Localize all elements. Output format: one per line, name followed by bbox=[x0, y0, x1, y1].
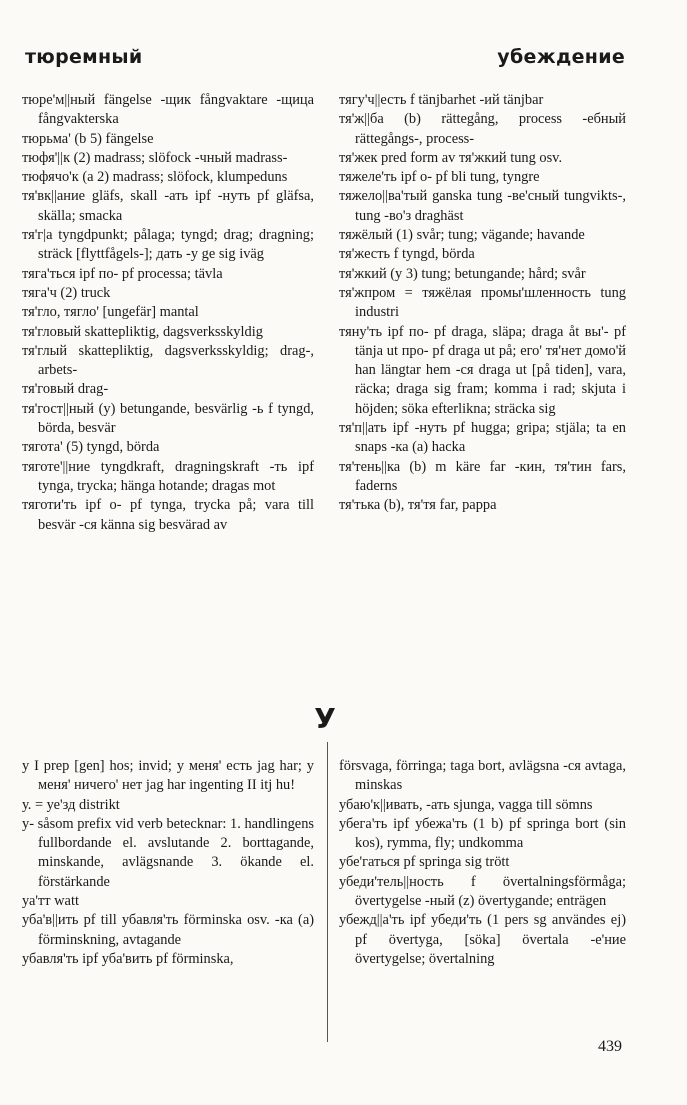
running-head-right: убеждение bbox=[497, 46, 625, 68]
dictionary-entry: тя'глый skattepliktig, dagsverksskyldig; drag-, arbets- bbox=[22, 342, 314, 379]
dictionary-entry: тяну'ть ipf по- pf draga, släpa; draga åt вы'- pf tänja ut про- pf draga ut på; его' тя'нет домо'й han längtar hem -ся draga ut [på tiden], vara, räcka; draga sig fram; komma i rad; skjuta i höjden; söka efterlikna; sträcka sig bbox=[339, 323, 626, 417]
dictionary-entry: тя'тька (b), тя'тя far, pappa bbox=[339, 497, 497, 514]
dictionary-entry: тяготе'||ние tyngdkraft, dragningskraft -ть ipf tynga, trycka; hänga hotande; dragas mot bbox=[22, 458, 314, 494]
column-bottom-left bbox=[22, 757, 314, 969]
dictionary-entry: тя'говый drag- bbox=[22, 381, 109, 398]
dictionary-entry: тюре'м||ный fängelse -щик fångvaktare -щица fångvakterska bbox=[22, 92, 314, 128]
dictionary-entry: тя'п||ать ipf -нуть pf hugga; gripa; stjäla; ta en snaps -ка (a) hacka bbox=[339, 420, 626, 456]
dictionary-entry: тягу'ч||есть f tänjbarhet -ий tänjbar bbox=[339, 92, 544, 108]
dictionary-entry: тя'гло, тягло' [ungefär] mantal bbox=[22, 304, 199, 321]
dictionary-entry: тя'тень||ка (b) m käre far -кин, тя'тин fars, faderns bbox=[339, 458, 626, 494]
dictionary-entry: тюфя'||к (2) madrass; slöfock -чный madrass- bbox=[22, 149, 288, 166]
dictionary-entry: тя'гост||ный (y) betungande, besvärlig -ь f tyngd, börda, besvär bbox=[22, 400, 314, 437]
dictionary-entry: у I prep [gen] hos; invid; у меня' есть jag har; у меня' ничего' нет jag har ingenting II itj hu! bbox=[22, 758, 314, 794]
section-letter-heading: У bbox=[314, 702, 336, 735]
dictionary-entry: уа'тт watt bbox=[22, 893, 79, 910]
dictionary-entry: убавля'ть ipf уба'вить pf förminska, bbox=[22, 950, 234, 967]
dictionary-entry: убеди'тель||ность f övertalningsförmåga; övertygelse -ный (z) övertygande; enträgen bbox=[339, 873, 626, 910]
dictionary-entry: убежд||а'ть ipf убеди'ть (1 pers sg användes ej) pf övertyga, [söka] övertala -е'ние övertygelse; övertalning bbox=[339, 912, 626, 967]
dictionary-entry: у. = уе'зд distrikt bbox=[22, 796, 120, 813]
dictionary-entry: försvaga, förringa; taga bort, avlägsna -ся avtaga, minskas bbox=[339, 758, 626, 794]
dictionary-entry: тяготи'ть ipf о- pf tynga, trycka på; vara till besvär -ся känna sig besvärad av bbox=[22, 497, 314, 533]
dictionary-entry: тя'жкий (y 3) tung; betungande; hård; svår bbox=[339, 265, 586, 282]
running-head-left: тюремный bbox=[25, 46, 143, 68]
dictionary-entry: тя'г|а tyngdpunkt; pålaga; tyngd; drag; dragning; sträck [flyttfågels-]; дать -у ge sig iväg bbox=[22, 227, 314, 263]
dictionary-entry: тя'жесть f tyngd, börda bbox=[339, 246, 475, 263]
dictionary-entry: убе'гаться pf springa sig trött bbox=[339, 854, 510, 871]
dictionary-entry: тя'ж||ба (b) rättegång, process -ебный rättegångs-, process- bbox=[339, 111, 626, 147]
dictionary-entry: убаю'к||ивать, -ать sjunga, vagga till sömns bbox=[339, 796, 593, 813]
dictionary-entry: тюфячо'к (a 2) madrass; slöfock, klumpeduns bbox=[22, 169, 288, 186]
dictionary-entry: тя'жпром = тяжёлая промы'шленность tung industri bbox=[339, 284, 626, 321]
dictionary-entry: тяжеле'ть ipf о- pf bli tung, tyngre bbox=[339, 169, 540, 186]
column-top-right bbox=[339, 91, 626, 516]
column-bottom-right bbox=[339, 757, 626, 969]
page-number: 439 bbox=[598, 1038, 622, 1055]
dictionary-entry: тяга'ться ipf по- pf processa; tävla bbox=[22, 265, 223, 282]
dictionary-entry: тюрьма' (b 5) fängelse bbox=[22, 130, 154, 147]
dictionary-entry: тяжёлый (1) svår; tung; vägande; havande bbox=[339, 227, 585, 244]
dictionary-entry: тяга'ч (2) truck bbox=[22, 284, 111, 301]
column-top-left bbox=[22, 91, 314, 535]
dictionary-entry: убега'ть ipf убежа'ть (1 b) pf springa bort (sin kos), rymma, fly; undkomma bbox=[339, 815, 626, 852]
column-divider bbox=[327, 742, 328, 1042]
dictionary-entry: тяжело||ва'тый ganska tung -ве'сный tungvikts-, tung -во'з draghäst bbox=[339, 188, 626, 224]
dictionary-entry: уба'в||ить pf till убавля'ть förminska osv. -ка (a) förminskning, avtagande bbox=[22, 912, 314, 948]
dictionary-entry: тягота' (5) tyngd, börda bbox=[22, 439, 160, 456]
dictionary-entry: тя'жек pred form av тя'жкий tung osv. bbox=[339, 149, 563, 166]
dictionary-entry: у- såsom prefix vid verb betecknar: 1. handlingens fullbordande el. avslutande 2. borttagande, minskande, avlägsnande 3. ökande el. förstärkande bbox=[22, 815, 314, 890]
dictionary-entry: тя'вк||ание gläfs, skall -ать ipf -нуть pf gläfsa, skälla; smacka bbox=[22, 188, 314, 224]
dictionary-entry: тя'гловый skattepliktig, dagsverksskyldig bbox=[22, 323, 263, 340]
